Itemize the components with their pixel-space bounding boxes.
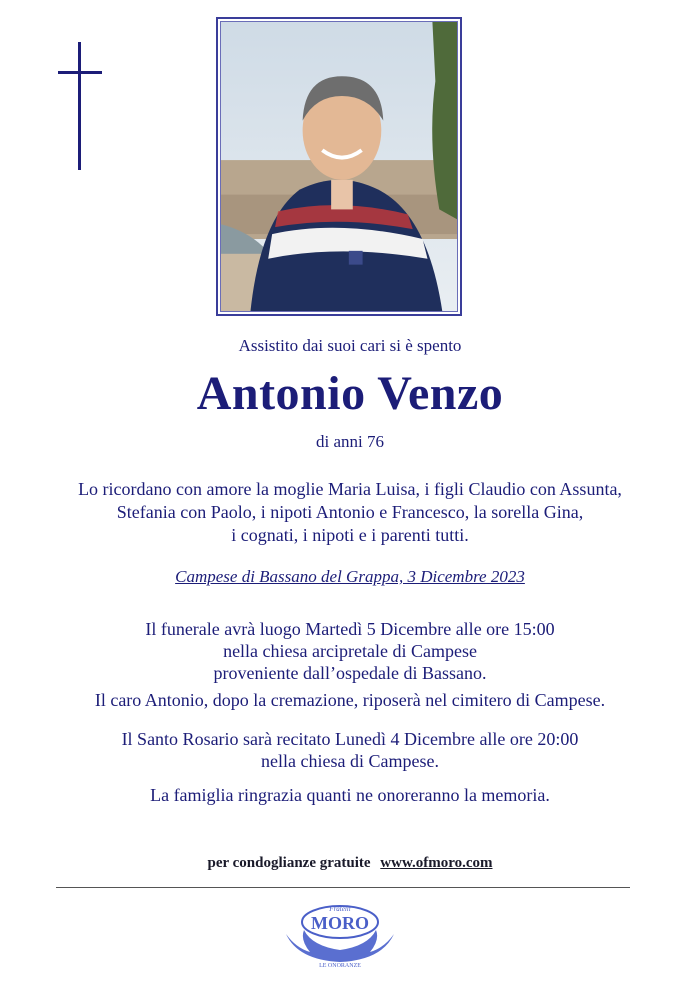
family-line: Stefania con Paolo, i nipoti Antonio e Francesco, la sorella Gina, [116, 502, 584, 522]
place-date: Campese di Bassano del Grappa, 3 Dicembre 2023 [175, 567, 525, 586]
logo-main-text: MORO [311, 913, 369, 933]
deceased-photo [216, 17, 462, 316]
funeral-line: Il funerale avrà luogo Martedì 5 Dicembre alle ore 15:00 [145, 619, 555, 639]
funeral-line: proveniente dall’ospedale di Bassano. [213, 663, 487, 683]
rosary-line: Il Santo Rosario sarà recitato Lunedì 4 Dicembre alle ore 20:00 [121, 729, 579, 749]
logo-bottom-text: LE ONORANZE [319, 963, 361, 968]
funeral-paragraph [0, 618, 700, 684]
thanks-text: La famiglia ringrazia quanti ne onoreranno la memoria. [150, 785, 550, 805]
rosary-paragraph [0, 728, 700, 772]
divider [56, 887, 630, 888]
family-line: i cognati, i nipoti e i parenti tutti. [231, 525, 469, 545]
funeral-home-logo [280, 900, 400, 968]
condolences-line [0, 855, 700, 872]
funeral-line: nella chiesa arcipretale di Campese [223, 641, 477, 661]
cross-icon [58, 42, 102, 170]
deceased-name: Antonio Venzo [196, 367, 504, 420]
deceased-age: di anni 76 [316, 432, 384, 451]
logo-top-text: Fratelli [329, 905, 351, 913]
cremation-text: Il caro Antonio, dopo la cremazione, riposerà nel cimitero di Campese. [94, 690, 606, 710]
condolences-link[interactable]: www.ofmoro.com [380, 855, 493, 871]
intro-text: Assistito dai suoi cari si è spento [238, 336, 462, 355]
rosary-line: nella chiesa di Campese. [261, 751, 439, 771]
family-paragraph [0, 478, 700, 547]
condolences-label: per condoglianze gratuite [207, 855, 371, 871]
family-line: Lo ricordano con amore la moglie Maria Luisa, i figli Claudio con Assunta, [78, 479, 622, 499]
